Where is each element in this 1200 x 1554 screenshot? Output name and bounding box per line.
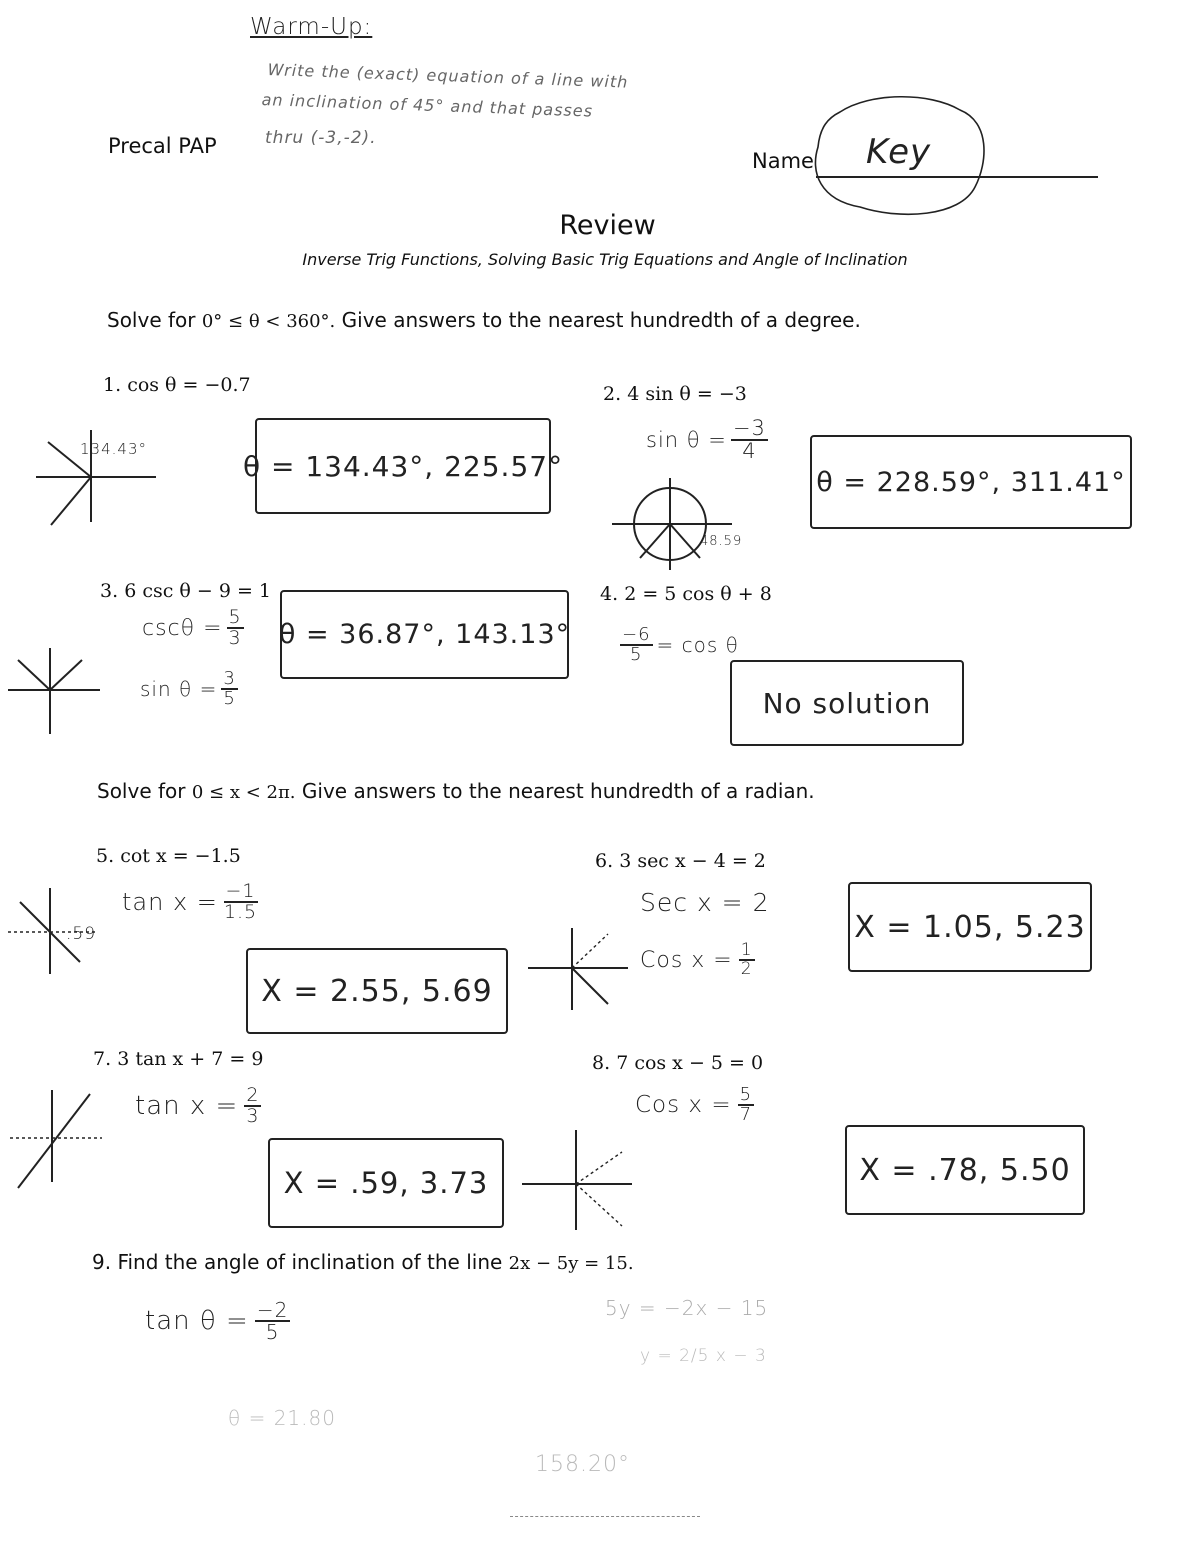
warmup-line-1: Write the (exact) equation of a line with [267, 60, 629, 92]
problem-9-step-1-lhs: tan θ = [145, 1306, 249, 1336]
problem-6-sketch [528, 928, 638, 1014]
problem-7 [93, 1048, 263, 1070]
problem-9-step-1-fraction [255, 1300, 290, 1342]
problem-5-step-1-lhs: tan x = [122, 888, 218, 916]
fraction-numerator: 1 [740, 940, 753, 960]
problem-6-step-2-lhs: Cos x = [640, 947, 733, 973]
problem-1-ref-angle: 134.43° [80, 440, 147, 458]
problem-6 [595, 850, 766, 872]
problem-8-step-1 [635, 1086, 754, 1124]
problem-2-step-1-fraction [731, 418, 768, 462]
problem-5-answer-box: X = 2.55, 5.69 [246, 948, 508, 1034]
problem-2 [603, 383, 747, 405]
fraction-denominator: 1.5 [223, 901, 258, 923]
course-label: Precal PAP [108, 134, 217, 158]
section2-instructions [97, 779, 815, 803]
problem-7-step-1 [135, 1086, 261, 1126]
problem-6-step-1: Sec x = 2 [640, 888, 770, 917]
section2-range: 0 ≤ x < 2π. [191, 782, 296, 803]
problem-5 [96, 845, 241, 867]
fraction-numerator: 5 [228, 606, 242, 628]
problem-9-answer-line [510, 1516, 700, 1517]
problem-7-step-1-fraction [244, 1086, 261, 1126]
problem-4-step-1-fraction [620, 626, 653, 664]
problem-3-step-2-fraction [221, 670, 237, 708]
problem-2-number: 2. [603, 383, 622, 405]
section1-range: 0° ≤ θ < 360°. [201, 311, 336, 332]
fraction-numerator: −2 [256, 1298, 289, 1322]
problem-9-theta-work: θ = 21.80 [228, 1406, 336, 1430]
problem-2-step-1-lhs: sin θ = [646, 428, 727, 452]
fraction-numerator: −3 [732, 416, 766, 440]
problem-7-step-1-lhs: tan x = [135, 1091, 239, 1121]
fraction-denominator: 3 [228, 627, 242, 649]
problem-3-step-2-lhs: sin θ = [140, 677, 218, 701]
page-title: Review [559, 210, 656, 241]
problem-9-side-work-2: y = 2/5 x − 3 [640, 1346, 767, 1366]
problem-4-equation: 2 = 5 cos θ + 8 [624, 583, 772, 605]
problem-1-answer-box: θ = 134.43°, 225.57° [255, 418, 551, 514]
problem-5-equation: cot x = −1.5 [120, 845, 241, 867]
problem-8-equation: 7 cos x − 5 = 0 [616, 1052, 764, 1074]
problem-9-equation: 2x − 5y = 15. [508, 1253, 634, 1274]
section1-instructions [107, 308, 861, 332]
problem-5-number: 5. [96, 845, 115, 867]
problem-1 [103, 374, 251, 396]
problem-9-side-work-1: 5y = −2x − 15 [605, 1296, 769, 1320]
fraction-numerator: 2 [246, 1084, 260, 1106]
fraction-denominator: 5 [265, 1320, 280, 1344]
section2-prefix: Solve for [97, 779, 186, 803]
problem-3-answer-box: θ = 36.87°, 143.13° [280, 590, 569, 679]
problem-8-step-1-lhs: Cos x = [635, 1092, 732, 1118]
warmup-line-2: an inclination of 45° and that passes [261, 90, 594, 121]
problem-5-ref-angle: .59 [66, 924, 97, 944]
problem-6-equation: 3 sec x − 4 = 2 [619, 850, 766, 872]
problem-3 [100, 580, 271, 602]
page-subtitle: Inverse Trig Functions, Solving Basic Trig Equations and Angle of Inclination [302, 250, 908, 269]
fraction-numerator: −1 [225, 880, 256, 902]
problem-2-answer-box: θ = 228.59°, 311.41° [810, 435, 1132, 529]
problem-8-number: 8. [592, 1052, 611, 1074]
problem-3-step-1-lhs: cscθ = [142, 615, 223, 641]
problem-7-equation: 3 tan x + 7 = 9 [117, 1048, 264, 1070]
problem-3-step-1-fraction [227, 608, 244, 648]
problem-8-answer-box: X = .78, 5.50 [845, 1125, 1085, 1215]
fraction-numerator: 3 [223, 668, 236, 689]
problem-7-number: 7. [93, 1048, 112, 1070]
fraction-numerator: −6 [622, 624, 651, 645]
problem-9-final-answer: 158.20° [535, 1452, 630, 1477]
problem-4-step-1 [620, 626, 739, 664]
section2-suffix: Give answers to the nearest hundredth of a radian. [301, 779, 815, 803]
fraction-denominator: 2 [740, 959, 753, 979]
problem-1-number: 1. [103, 374, 122, 396]
problem-4-number: 4. [600, 583, 619, 605]
fraction-denominator: 5 [630, 644, 643, 665]
problem-9-text: Find the angle of inclination of the line [117, 1250, 503, 1274]
problem-5-step-1 [122, 882, 259, 922]
problem-2-step-1 [646, 418, 768, 462]
problem-6-number: 6. [595, 850, 614, 872]
problem-3-sketch [8, 648, 108, 738]
fraction-denominator: 4 [742, 439, 757, 463]
problem-2-equation: 4 sin θ = −3 [627, 383, 747, 405]
problem-3-equation: 6 csc θ − 9 = 1 [124, 580, 272, 602]
problem-4 [600, 583, 772, 605]
problem-8 [592, 1052, 763, 1074]
problem-9-number: 9. [92, 1250, 112, 1274]
problem-3-number: 3. [100, 580, 119, 602]
problem-4-step-1-rhs: = cos θ [656, 633, 739, 657]
name-value: Key [866, 132, 932, 172]
name-label: Name [752, 149, 814, 173]
problem-9-step-1 [145, 1300, 290, 1342]
problem-9 [92, 1250, 634, 1274]
problem-6-step-2-fraction [739, 942, 755, 978]
warmup-line-3: thru (-3,-2). [265, 128, 377, 148]
problem-8-sketch [522, 1130, 642, 1230]
fraction-denominator: 7 [739, 1104, 753, 1125]
problem-4-answer-box: No solution [730, 660, 964, 746]
problem-6-answer-box: X = 1.05, 5.23 [848, 882, 1092, 972]
problem-3-step-1 [142, 608, 244, 648]
fraction-denominator: 5 [223, 688, 236, 709]
warmup-title: Warm-Up: [250, 14, 373, 40]
problem-6-step-2 [640, 942, 755, 978]
section1-prefix: Solve for [107, 308, 196, 332]
problem-1-equation: cos θ = −0.7 [127, 374, 251, 396]
fraction-numerator: 5 [739, 1084, 753, 1105]
problem-2-ref-angle: 48.59 [700, 534, 743, 549]
problem-7-sketch [10, 1090, 110, 1190]
problem-5-step-1-fraction [222, 882, 259, 922]
section1-suffix: Give answers to the nearest hundredth of a degree. [341, 308, 861, 332]
problem-3-step-2 [140, 670, 238, 708]
problem-2-sketch [612, 478, 762, 570]
fraction-denominator: 3 [246, 1105, 260, 1127]
problem-7-answer-box: X = .59, 3.73 [268, 1138, 504, 1228]
problem-8-step-1-fraction [738, 1086, 754, 1124]
